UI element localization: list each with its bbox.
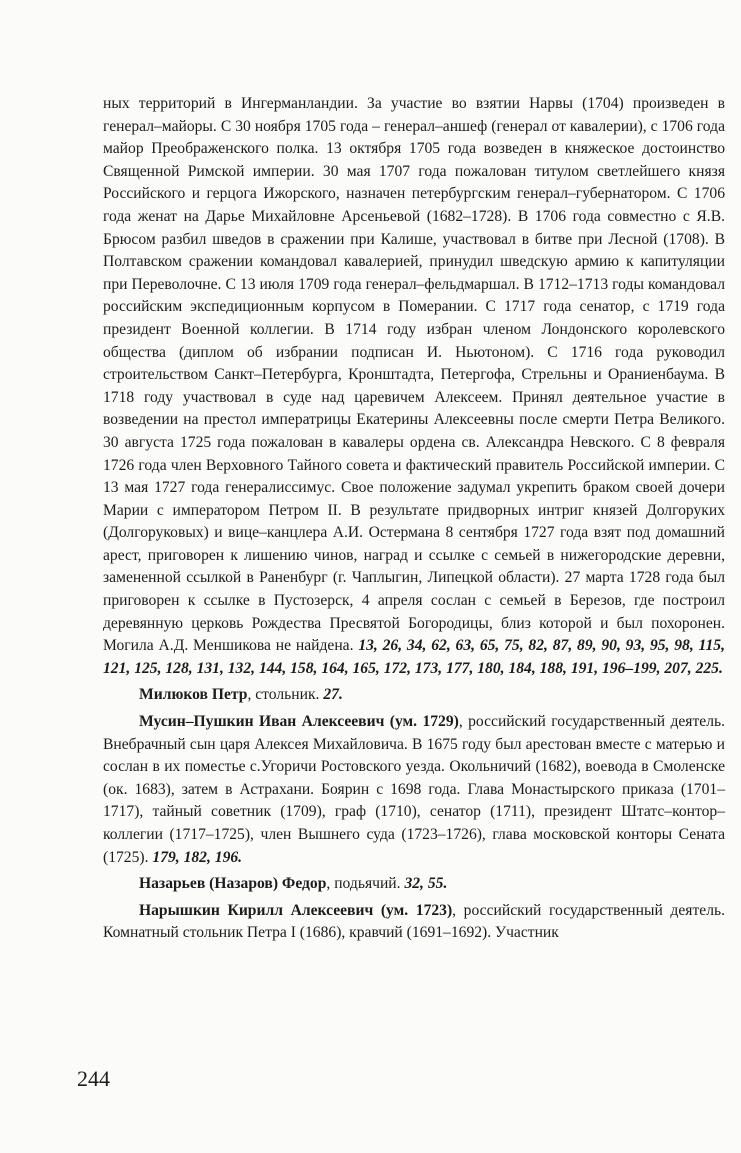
entry-text: , стольник. [247, 686, 320, 704]
index-entry [103, 900, 725, 945]
entry-name: Назарьев (Назаров) Федор [139, 875, 327, 893]
entry-refs: 27. [323, 686, 343, 704]
paragraph-text: ных территорий в Ингерманландии. За участие во взятии Нарвы (1704) произведен в генерал–майоры. С 30 ноября 1705 года – генерал–аншеф (генерал от кавалерии), с 1706 года майор Преображенского полка. 13 октября 1705 года возведен в княжеское достоинство Священной Римской империи. 30 мая 1707 года пожалован титулом светлейшего князя Российского и герцога Ижорского, назначен петербургским генерал–губернатором. С 1706 года женат на Дарье Михайловне Арсеньевой (1682–1728). В 1706 года совместно с Я.В. Брюсом разбил шведов в сражении при Калише, участвовал в битве при Лесной (1708). В Полтавском сражении командовал кавалерией, принудил шведскую армию к капитуляции при Переволочне. С 13 июля 1709 года генерал–фельдмаршал. В 1712–1713 годы командовал российским экспедиционным корпусом в Померании. С 1717 года сенатор, с 1719 года президент Военной коллегии. В 1714 году избран членом Лондонского королевского общества (диплом об избрании подписан И. Ньютоном). С 1716 года руководил строительством Санкт–Петербурга, Кронштадта, Петергофа, Стрельны и Ораниенбаума. В 1718 году участвовал в суде над царевичем Алексеем. Принял деятельное участие в возведении на престол императрицы Екатерины Алексеевны после смерти Петра Великого. 30 августа 1725 года пожалован в кавалеры ордена св. Александра Невского. С 8 февраля 1726 года член Верховного Тайного совета и фактический правитель Российской империи. С 13 мая 1727 года генералиссимус. Свое положение задумал укрепить браком своей дочери Марии с императором Петром II. В результате придворных интриг князей Долгоруких (Долгоруковых) и вице–канцлера А.И. Остермана 8 сентября 1727 года взят под домашний арест, приговорен к лишению чинов, наград и ссылке с семьей в нижегородские деревни, замененной ссылкой в Раненбург (г. Чаплыгин, Липецкой области). 27 марта 1728 года был приговорен к ссылке в Пустозерск, 4 апреля сослан с семьей в Березов, где построил деревянную церковь Рождества Пресвятой Богородицы, близ которой и был похоронен. Могила А.Д. Меншикова не найдена. [103, 95, 725, 655]
index-entry [103, 873, 725, 896]
reference-numbers: 13, 26, 34, 62, 63, 65, 75, 82, 87, 89, 90, 93, 95, 98, 115, 121, 125, 128, 131, 132, 144, 158, 164, 165, 172, 173, 177, 180, 184, 188, 191, 196–199, 207, 225. [103, 637, 725, 677]
entry-text: , российский государственный деятель. Внебрачный сын царя Алексея Михайловича. В 1675 году был арестован вместе с матерью и сослан в их поместье с.Угоричи Ростовского уезда. Окольничий (1682), воевода в Смоленске (ок. 1683), затем в Астрахани. Боярин с 1698 года. Глава Монастырского приказа (1701–1717), тайный советник (1709), граф (1710), сенатор (1711), президент Штатс–контор–коллегии (1717–1725), член Вышнего суда (1723–1726), глава московской конторы Сената (1725). [103, 713, 725, 866]
entry-text: , российский государственный деятель. Комнатный стольник Петра I (1686), кравчий (1691–1692). Участник [103, 901, 725, 942]
entry-name: Милюков Петр [139, 686, 248, 704]
body-text [103, 93, 725, 945]
entry-refs: 179, 182, 196. [152, 848, 243, 866]
continued-paragraph [103, 93, 725, 680]
entry-refs: 32, 55. [404, 875, 448, 893]
entry-text: , подьячий. [326, 875, 401, 893]
entry-name: Нарышкин Кирилл Алексеевич (ум. 1723) [139, 901, 453, 919]
index-entry [103, 684, 725, 707]
page-number: 244 [77, 1066, 110, 1091]
entry-name: Мусин–Пушкин Иван Алексеевич (ум. 1729) [139, 713, 459, 731]
index-entry [103, 711, 725, 869]
